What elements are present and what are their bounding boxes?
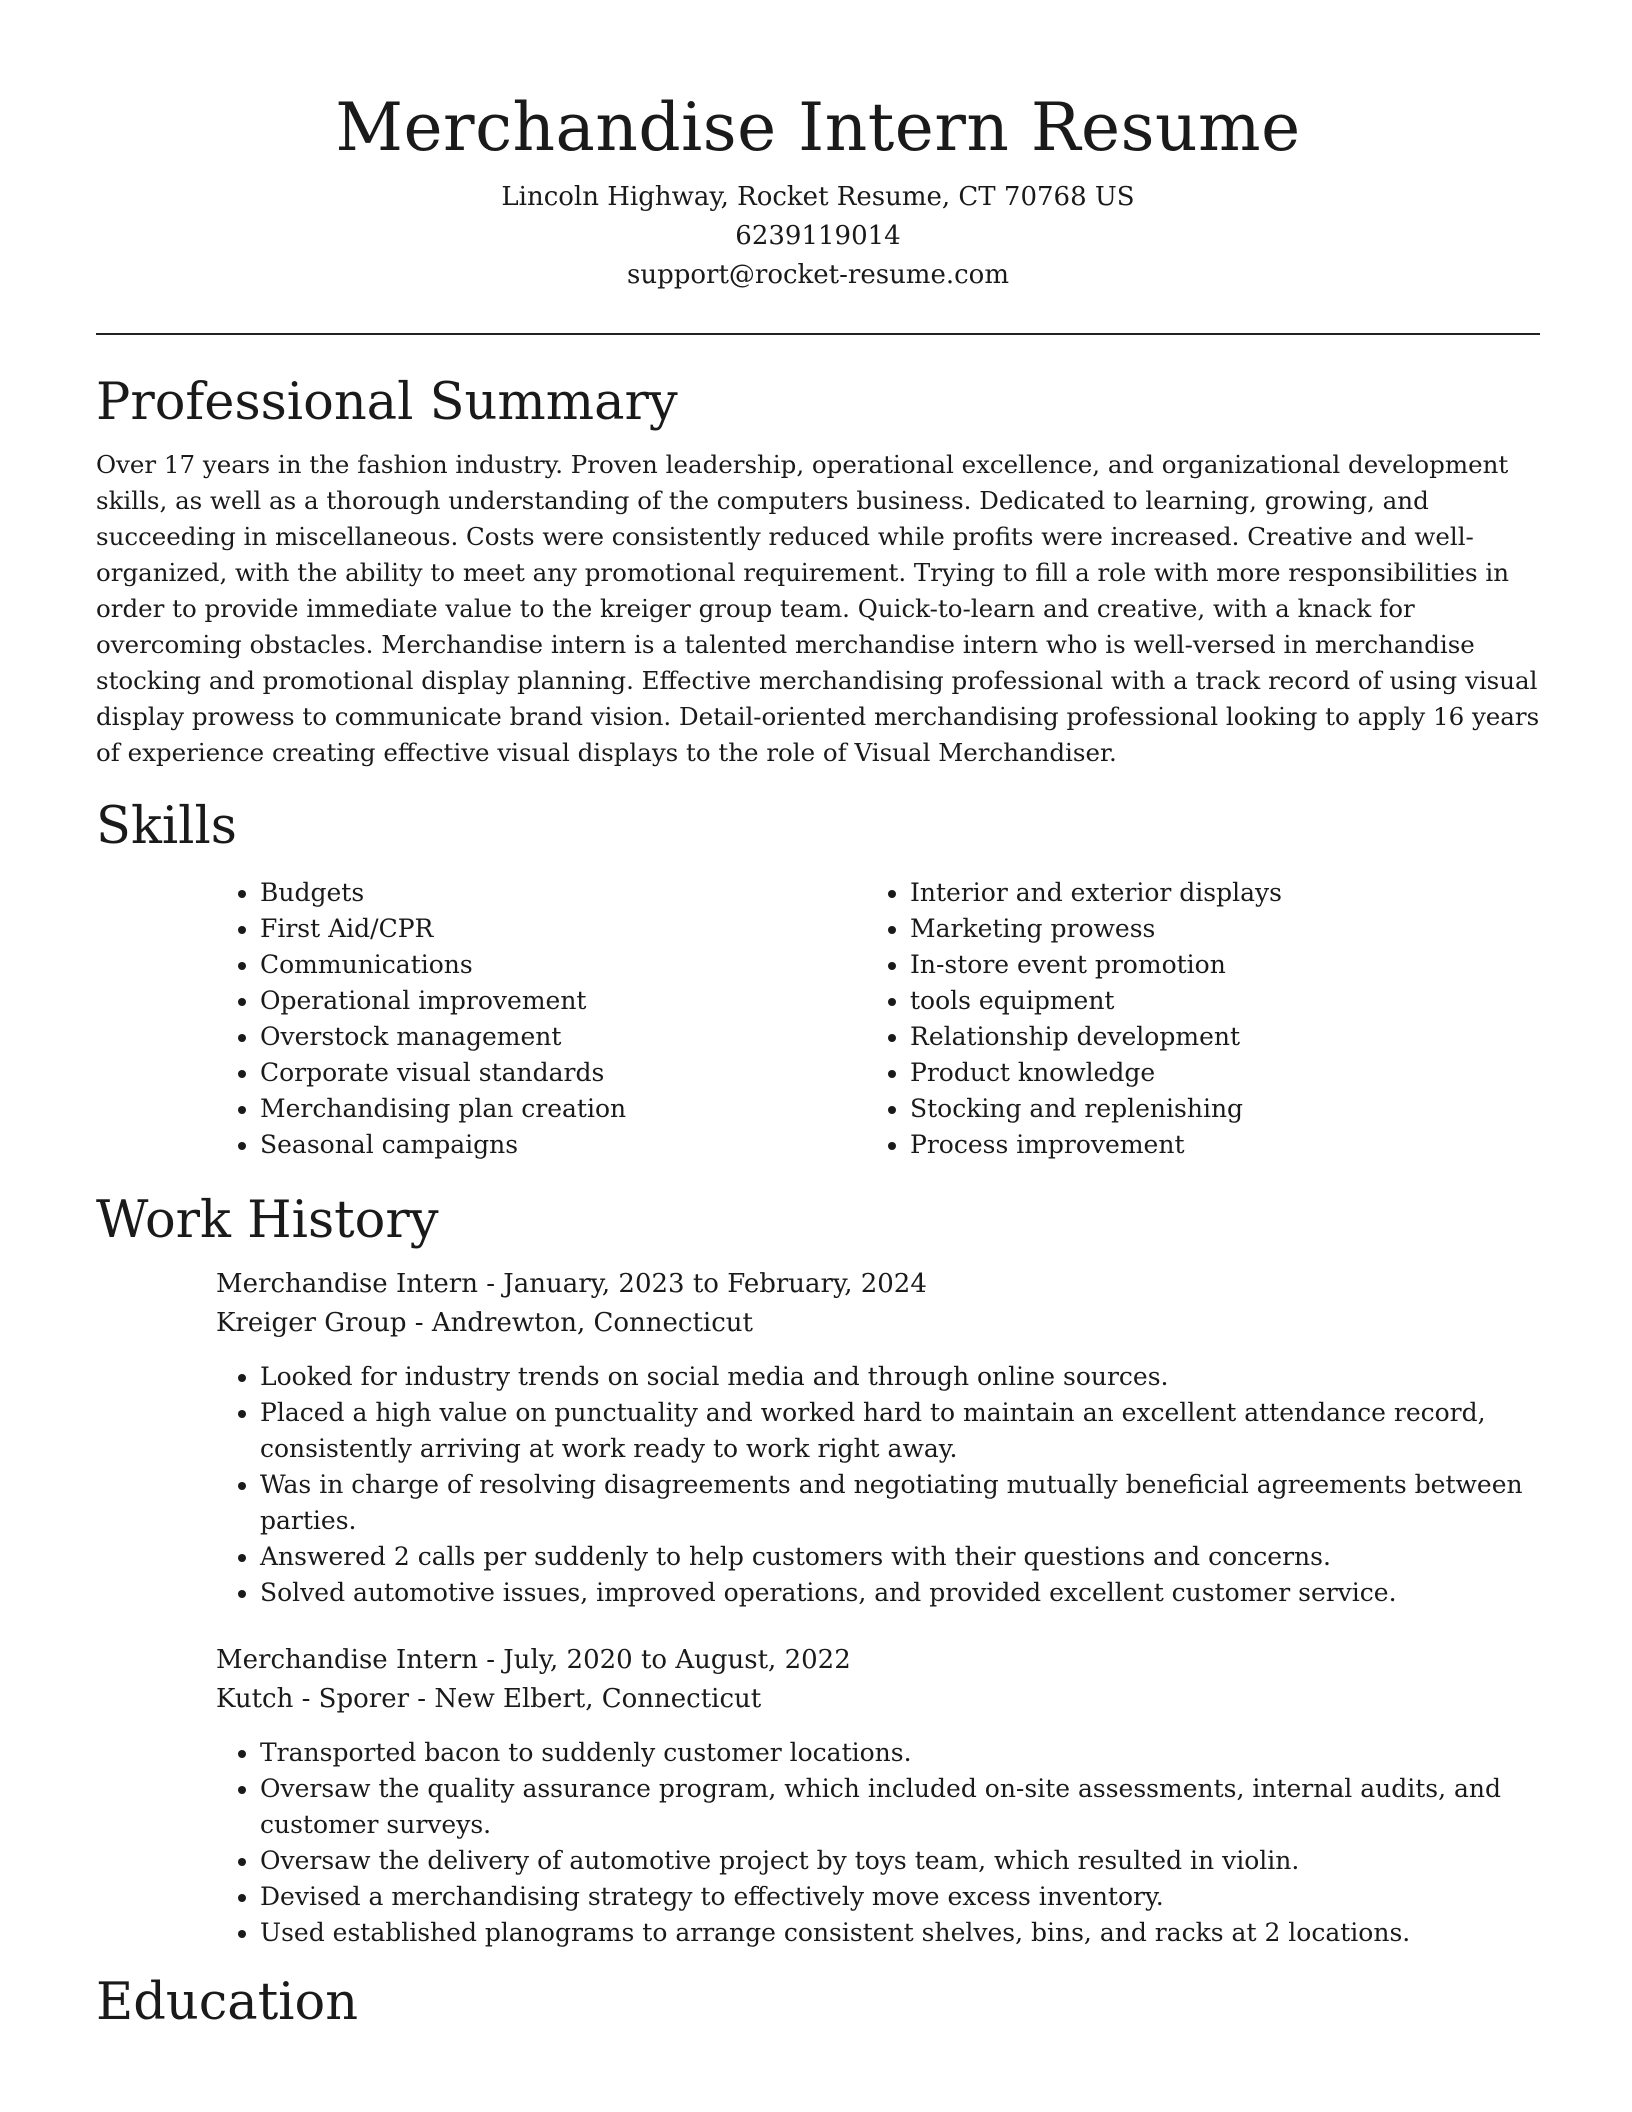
job-title-line: Merchandise Intern - January, 2023 to February, 2024 — [216, 1269, 927, 1299]
education-heading: Education — [96, 1973, 359, 2032]
summary-section — [96, 373, 1540, 771]
job-role: Merchandise Intern — [216, 1269, 478, 1299]
skill-item: • Operational improvement — [260, 983, 866, 1019]
job-role: Merchandise Intern — [216, 1645, 478, 1675]
header-divider — [96, 333, 1540, 335]
job-bullet: • Oversaw the quality assurance program, which included on-site assessments, internal audits, and customer surveys. — [260, 1771, 1540, 1843]
email: support@rocket-resume.com — [626, 260, 1009, 290]
job-bullet: • Oversaw the delivery of automotive project by toys team, which resulted in violin. — [260, 1843, 1540, 1879]
job-entry — [216, 1265, 1540, 1611]
job-dates: July, 2020 to August, 2022 — [503, 1645, 851, 1675]
job-company-line: Kutch - Sporer - New Elbert, Connecticut — [216, 1684, 762, 1714]
job-location: Andrewton, Connecticut — [431, 1308, 753, 1338]
job-bullet: • Was in charge of resolving disagreements and negotiating mutually beneficial agreements between parties. — [260, 1467, 1540, 1539]
skill-item: • tools equipment — [910, 983, 1516, 1019]
summary-text: Over 17 years in the fashion industry. Proven leadership, operational excellence, and organizational development skills, as well as a thorough understanding of the computers business. Dedicated to learning, growing, and succeeding in miscellaneous. Costs were consistently reduced while profits were increased. Creative and well-organized, with the ability to meet any promotional requirement. Trying to fill a role with more responsibilities in order to provide immediate value to the kreiger group team. Quick-to-learn and creative, with a knack for overcoming obstacles. Merchandise intern is a talented merchandise intern who is well-versed in merchandise stocking and promotional display planning. Effective merchandising professional with a track record of using visual display prowess to communicate brand vision. Detail-oriented merchandising professional looking to apply 16 years of experience creating effective visual displays to the role of Visual Merchandiser. — [96, 450, 1540, 767]
skill-item: • Product knowledge — [910, 1055, 1516, 1091]
job-bullet: • Placed a high value on punctuality and worked hard to maintain an excellent attendance record, consistently arriving at work ready to work right away. — [260, 1395, 1540, 1467]
skill-item: • Budgets — [260, 875, 866, 911]
job-bullet: • Answered 2 calls per suddenly to help customers with their questions and concerns. — [260, 1539, 1540, 1575]
skills-column-right — [866, 875, 1516, 1163]
work-history-section — [96, 1191, 1540, 1951]
skill-item: • Interior and exterior displays — [910, 875, 1516, 911]
job-bullet: • Transported bacon to suddenly customer locations. — [260, 1735, 1540, 1771]
job-entry — [216, 1641, 1540, 1951]
resume-header — [96, 0, 1540, 295]
address: Lincoln Highway, Rocket Resume, CT 70768 US — [501, 182, 1135, 212]
skill-item: • Corporate visual standards — [260, 1055, 866, 1091]
skill-item: • Seasonal campaigns — [260, 1127, 866, 1163]
job-bullet: • Devised a merchandising strategy to effectively move excess inventory. — [260, 1879, 1540, 1915]
skill-item: • In-store event promotion — [910, 947, 1516, 983]
job-title-line: Merchandise Intern - July, 2020 to August, 2022 — [216, 1645, 851, 1675]
skill-item: • Process improvement — [910, 1127, 1516, 1163]
skill-item: • Communications — [260, 947, 866, 983]
skills-list — [216, 875, 1540, 1163]
job-bullets — [216, 1735, 1540, 1951]
job-bullet: • Used established planograms to arrange consistent shelves, bins, and racks at 2 locations. — [260, 1915, 1540, 1951]
job-location: New Elbert, Connecticut — [434, 1684, 762, 1714]
work-history-heading: Work History — [96, 1191, 439, 1250]
job-company: Kutch - Sporer — [216, 1684, 410, 1714]
skill-item: • Merchandising plan creation — [260, 1091, 866, 1127]
skill-item: • Stocking and replenishing — [910, 1091, 1516, 1127]
job-bullet: • Solved automotive issues, improved operations, and provided excellent customer service. — [260, 1575, 1540, 1611]
job-bullets — [216, 1359, 1540, 1611]
resume-page — [96, 0, 1540, 2033]
job-bullet: • Looked for industry trends on social media and through online sources. — [260, 1359, 1540, 1395]
skill-item: • Overstock management — [260, 1019, 866, 1055]
skill-item: • First Aid/CPR — [260, 911, 866, 947]
summary-heading: Professional Summary — [96, 373, 678, 432]
job-company-line: Kreiger Group - Andrewton, Connecticut — [216, 1308, 753, 1338]
education-section — [96, 1973, 1540, 2033]
skill-item: • Relationship development — [910, 1019, 1516, 1055]
contact-info — [96, 178, 1540, 295]
skills-heading: Skills — [96, 797, 237, 856]
skills-section — [96, 797, 1540, 1163]
job-dates: January, 2023 to February, 2024 — [503, 1269, 927, 1299]
phone: 6239119014 — [735, 221, 901, 251]
job-company: Kreiger Group — [216, 1308, 407, 1338]
skills-column-left — [216, 875, 866, 1163]
skill-item: • Marketing prowess — [910, 911, 1516, 947]
resume-title: Merchandise Intern Resume — [335, 89, 1301, 166]
